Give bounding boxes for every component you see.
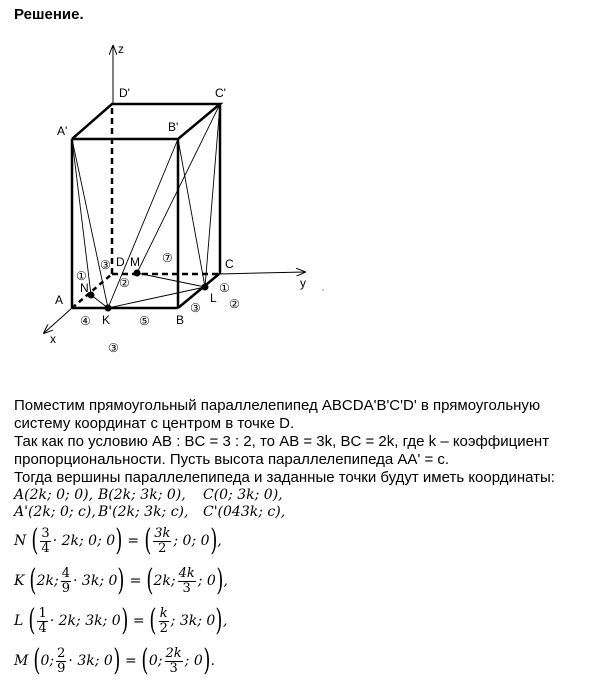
formula-part: , bbox=[217, 533, 222, 549]
parenthesis: ) bbox=[216, 563, 224, 598]
parenthesis: ( bbox=[28, 603, 36, 638]
formula-part: k bbox=[159, 605, 168, 621]
paragraph: Тогда вершины параллелепипеда и заданные точки будут иметь координаты: bbox=[14, 469, 555, 486]
num-dn: ③ bbox=[100, 258, 111, 272]
label-c: C bbox=[225, 257, 234, 271]
parenthesis: ( bbox=[31, 523, 39, 558]
formula-part: ; 3k; 0 bbox=[170, 613, 216, 629]
label-b1: B' bbox=[168, 120, 179, 134]
formula-part: , bbox=[223, 613, 228, 629]
label-d: D bbox=[116, 255, 125, 269]
num-ak: ④ bbox=[80, 314, 91, 328]
point-l bbox=[202, 284, 209, 291]
formula-part: 9 bbox=[57, 660, 66, 676]
formula-part: ; 0 bbox=[184, 653, 203, 669]
formula-part: = bbox=[124, 653, 137, 669]
label-x: x bbox=[50, 332, 56, 346]
num-an: ① bbox=[76, 269, 87, 283]
formula-part: · 3k; 0 bbox=[68, 653, 113, 669]
parenthesis: ) bbox=[121, 603, 129, 638]
num-lc: ① bbox=[219, 281, 230, 295]
parenthesis: ( bbox=[143, 523, 151, 558]
formula-part: N bbox=[14, 533, 27, 549]
formula-part: 0; bbox=[148, 653, 163, 669]
formula-part: · 2k; 0; 0 bbox=[52, 533, 116, 549]
label-a: A bbox=[55, 293, 64, 307]
fraction bbox=[40, 527, 50, 556]
formula-part: 9 bbox=[61, 580, 71, 596]
formula-part bbox=[322, 289, 324, 291]
point-k bbox=[105, 305, 112, 312]
formula-part: 3 bbox=[182, 580, 191, 596]
formula-part: 2 bbox=[57, 645, 66, 661]
label-z: z bbox=[118, 42, 124, 56]
num-bc: ② bbox=[229, 297, 240, 311]
num-mc: ⑦ bbox=[162, 251, 173, 265]
label-d1: D' bbox=[119, 86, 130, 100]
formula-part: = bbox=[129, 573, 142, 589]
formula-part: . bbox=[210, 653, 215, 669]
formula-part: 2 bbox=[159, 620, 168, 636]
parenthesis: ( bbox=[146, 563, 154, 598]
fraction bbox=[165, 647, 183, 676]
formula-part: L bbox=[14, 613, 24, 629]
label-c1: C' bbox=[215, 86, 226, 100]
label-k: K bbox=[102, 313, 111, 327]
parenthesis: ( bbox=[141, 643, 149, 678]
formula-part: 1 bbox=[38, 605, 47, 621]
formula-part: 3 bbox=[41, 525, 50, 541]
formula-part: ; 0; 0 bbox=[173, 533, 210, 549]
fraction bbox=[61, 567, 71, 596]
coords-row-top bbox=[14, 504, 594, 521]
formula-part: K bbox=[14, 573, 25, 589]
label-l: L bbox=[210, 291, 217, 305]
label-b: B bbox=[176, 313, 185, 327]
coord-c1: C'(043k; c), bbox=[203, 504, 286, 520]
formula-part bbox=[72, 104, 220, 308]
fraction bbox=[37, 607, 47, 636]
label-a1: A' bbox=[57, 124, 68, 138]
formula-part bbox=[72, 104, 220, 308]
formula-part: = bbox=[132, 613, 145, 629]
label-n: N bbox=[80, 281, 89, 295]
coordinates-block bbox=[14, 487, 594, 681]
x-axis bbox=[44, 308, 72, 333]
fraction bbox=[153, 527, 171, 556]
coord-c: C(0; 3k; 0), bbox=[203, 487, 283, 503]
formula-part: M bbox=[14, 653, 29, 669]
coord-a: A(2k; 0; 0), bbox=[14, 487, 94, 503]
formula-part: = bbox=[127, 533, 140, 549]
formula-part: 2k bbox=[165, 645, 182, 661]
fraction bbox=[56, 647, 66, 676]
paragraph: Поместим прямоугольный параллелепипед ABCDA'B'C'D' в прямоугольную систему координат с центром в точке D. bbox=[14, 397, 541, 432]
num-kb: ⑤ bbox=[139, 314, 150, 328]
num-bl: ③ bbox=[190, 301, 201, 315]
point-m bbox=[134, 270, 141, 277]
coord-b: B(2k; 3k; 0), bbox=[98, 487, 186, 503]
parenthesis: ( bbox=[149, 603, 157, 638]
formula-l bbox=[14, 601, 594, 641]
formula-part: ; 0 bbox=[197, 573, 216, 589]
parenthesis: ( bbox=[33, 643, 41, 678]
formula-k bbox=[14, 561, 594, 601]
fraction bbox=[178, 567, 196, 596]
label-m: M bbox=[130, 255, 140, 269]
num-dm: ② bbox=[119, 276, 130, 290]
formula-part: , bbox=[223, 573, 228, 589]
y-axis bbox=[219, 272, 305, 274]
formula-part: 2k; bbox=[153, 573, 176, 589]
formula-m bbox=[14, 641, 594, 681]
solution-text bbox=[14, 397, 594, 487]
top-face bbox=[72, 104, 220, 139]
solution-heading: Решение. bbox=[14, 6, 84, 23]
parenthesis: ) bbox=[115, 523, 123, 558]
coords-row-base bbox=[14, 487, 594, 504]
formula-part: 3 bbox=[169, 660, 178, 676]
formula-part: 4 bbox=[41, 540, 50, 556]
parenthesis: ) bbox=[203, 643, 211, 678]
formula-part: 4 bbox=[61, 565, 71, 581]
parenthesis: ) bbox=[117, 563, 125, 598]
paragraph: Так как по условию AB : BC = 3 : 2, то AB = 3k, BC = 2k, где k – коэффициент пропорциональности. Пусть высота параллелепипеда AA' = c. bbox=[14, 433, 550, 468]
formula-part: 2 bbox=[158, 540, 167, 556]
coord-b1: B'(2k; 3k; c), bbox=[98, 504, 189, 520]
formula-part: 2k; bbox=[36, 573, 59, 589]
formula-part: · 3k; 0 bbox=[73, 573, 118, 589]
parenthesis: ) bbox=[209, 523, 217, 558]
parenthesis: ) bbox=[113, 643, 121, 678]
formula-n bbox=[14, 521, 594, 561]
label-y: y bbox=[300, 276, 306, 290]
formula-part: 4k bbox=[178, 565, 195, 581]
fraction bbox=[159, 607, 169, 636]
num-ab: ③ bbox=[108, 341, 119, 355]
coord-a1: A'(2k; 0; c), bbox=[14, 504, 96, 520]
parenthesis: ) bbox=[215, 603, 223, 638]
formula-part: 0; bbox=[40, 653, 55, 669]
formula-part: 3k bbox=[154, 525, 171, 541]
formula-part bbox=[205, 104, 220, 287]
formula-part: 4 bbox=[38, 620, 47, 636]
formula-part: · 2k; 3k; 0 bbox=[49, 613, 121, 629]
parenthesis: ( bbox=[29, 563, 37, 598]
